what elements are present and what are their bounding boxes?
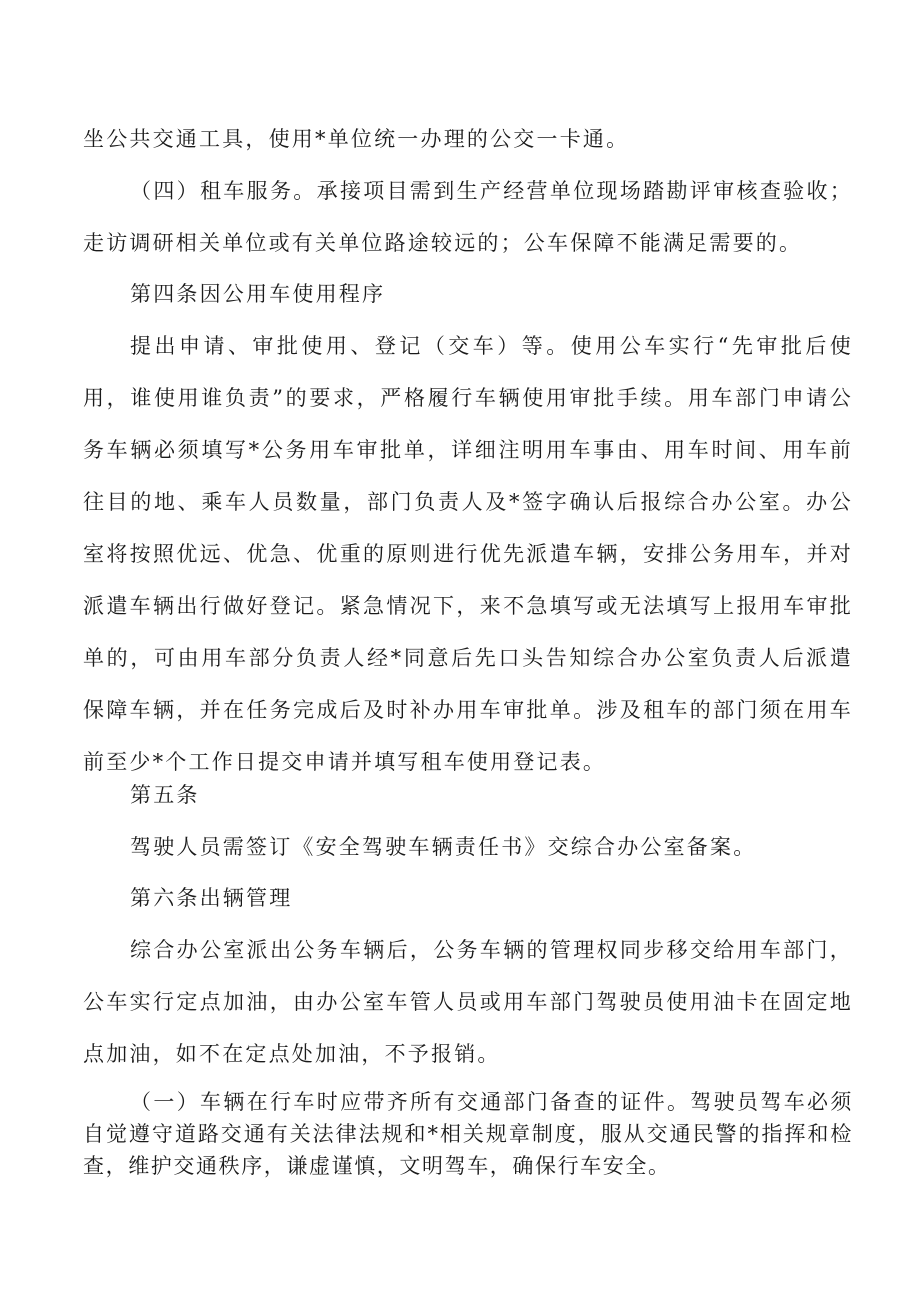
heading-article-5: 第五条 [130, 783, 200, 807]
paragraph-dispatch-management: 综合办公室派出公务车辆后，公务车辆的管理权同步移交给用车部门，公车实行定点加油，由办公室车管人员或用车部门驾驶员使用油卡在固定地点加油，如不在定点处加油，不予报销。 [83, 938, 853, 1066]
paragraph-usage-procedure: 提出申请、审批使用、登记（交车）等。使用公车实行“先审批后使用，谁使用谁负责”的要求，严格履行车辆使用审批手续。用车部门申请公务车辆必须填写*公务用车审批单，详细注明用车事由、用车时间、用车前往目的地、乘车人员数量，部门负责人及*签字确认后报综合办公室。办公室将按照优远、优急、优重的原则进行优先派遣车辆，安排公务用车，并对派遣车辆出行做好登记。紧急情况下，来不急填写或无法填写上报用车审批单的，可由用车部分负责人经*同意后先口头告知综合办公室负责人后派遣保障车辆，并在任务完成后及时补办用车审批单。涉及租车的部门须在用车前至少*个工作日提交申请并填写租车使用登记表。 [83, 334, 853, 774]
heading-article-6: 第六条出辆管理 [130, 886, 293, 910]
paragraph-driver-responsibility: 驾驶人员需签订《安全驾驶车辆责任书》交综合办公室备案。 [130, 835, 757, 859]
paragraph-rental-service: （四）租车服务。承接项目需到生产经营单位现场踏勘评审核查验收；走访调研相关单位或有关单位路途较远的；公车保障不能满足需要的。 [83, 179, 853, 255]
paragraph-continuation: 坐公共交通工具，使用*单位统一办理的公交一卡通。 [83, 127, 630, 151]
heading-article-4: 第四条因公用车使用程序 [130, 282, 386, 306]
paragraph-driving-rules: （一）车辆在行车时应带齐所有交通部门备查的证件。驾驶员驾车必须自觉遵守道路交通有关法律法规和*相关规章制度，服从交通民警的指挥和检查，维护交通秩序，谦虚谨慎，文明驾车，确保行车安全。 [83, 1090, 853, 1178]
